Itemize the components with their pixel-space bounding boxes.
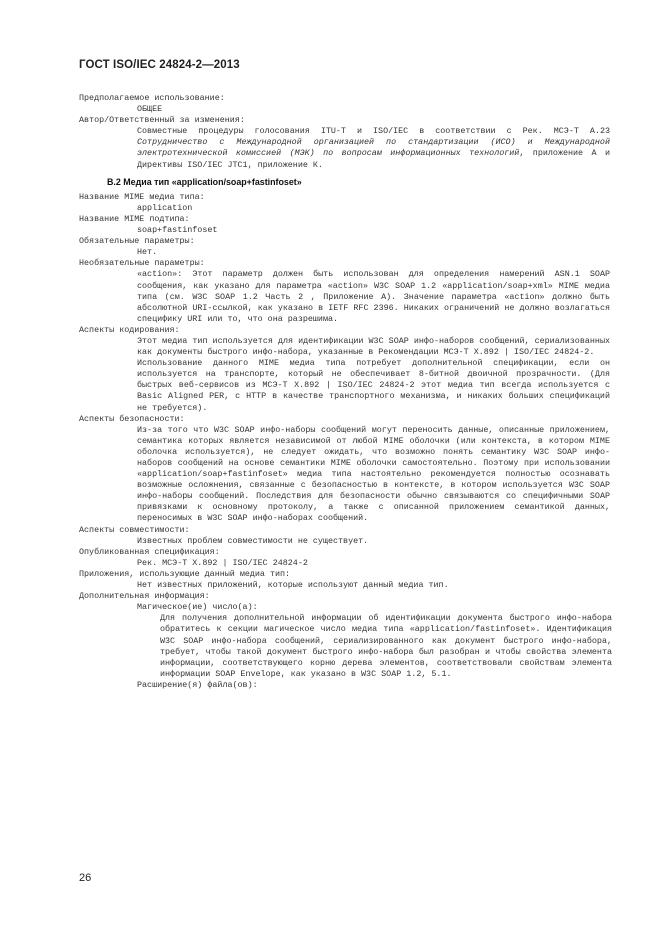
page-number: 26 (79, 872, 92, 884)
security-label: Аспекты безопасности: (79, 413, 185, 424)
change-authority-text (79, 126, 614, 170)
mime-type-label: Название MIME медиа типа: (79, 191, 205, 202)
magic-number-label: Магическое(ие) число(а): (137, 602, 258, 613)
security-text: Из-за того что W3C SOAP инфо-наборы сообщений могут переносить данные, описанные приложением, семантика которых является независимой от любой MIME оболочки (или контекста, в котором MIME оболочка используется), не следует ожидать, что возможно понять семантику W3C SOAP инфо-наборов сообщений на основе семантики MIME оболочки самостоятельно. Поэтому при использовании «application/soap+fastinfoset» медиа типа настоятельно рекомендуется полностью осознавать возможные осложнения, связанные с безопасностью в контексте, в котором используется W3C SOAP инфо-наборы сообщений. Последствия для безопасности обычно связываются со специфичными SOAP привязками к основному протоколу, а также с описанной приложением семантикой данных, переносимых в W3C SOAP инфо-наборах сообщений. (137, 424, 610, 524)
interop-label: Аспекты совместимости: (79, 524, 190, 535)
applications-label: Приложения, использующие данный медиа тип: (79, 568, 291, 579)
encoding-paragraph-2: Использование данного MIME медиа типа потребует дополнительной спецификации, если он используется на транспорте, который не обеспечивает 8-битной двоичной прозрачности. (Для быстрых веб-сервисов из МСЭ-Т X.892 | ISO/IEC 24824-2 этот медиа тип всегда используется с Basic Aligned PER, с HTTP в качестве транспортного механизма, и никаких больших спецификаций не требуется). (137, 358, 610, 413)
optional-params-text: «action»: Этот параметр должен быть использован для определения намерений ASN.1 SOAP сообщения, как указано для параметра «action» W3C SOAP 1.2 «application/soap+xml» MIME медиа типа (см. W3C SOAP 1.2 Часть 2 , Приложение A). Значение параметра «action» должно быть абсолютной URI-ссылкой, как указано в IETF RFC 2396. Никаких ограничений не должно возлагаться специфику URI или то, что она разрешима. (137, 269, 610, 324)
mime-type-value: application (137, 202, 193, 213)
file-extension-label: Расширение(я) файла(ов): (137, 679, 258, 690)
required-params-value: Нет. (137, 247, 158, 258)
intended-usage-value: ОБЩЕЕ (137, 104, 163, 115)
encoding-paragraph-1: Этот медиа тип используется для идентификации W3C SOAP инфо-наборов сообщений, сериализованных как документы быстрого инфо-набора, указанные в Рекомендации МСЭ-Т X.892 | ISO/IEC 24824-2. (137, 335, 610, 358)
required-params-label: Обязательные параметры: (79, 236, 195, 247)
change-authority-label: Автор/Ответственный за изменения: (79, 115, 245, 126)
mime-subtype-value: soap+fastinfoset (137, 225, 218, 236)
magic-number-text: Для получения дополнительной информации об идентификации документа быстрого инфо-набора обратитесь к секции магическое число медиа типа «application/fastinfoset». Идентификация W3C SOAP инфо-набора сообщений, сериализированного как документ быстрого инфо-набора, требует, чтобы такой документ быстрого инфо-набора был разобран и чтобы свойства элемента информации, соответствующего корню дерева элементов, соответствовали свойствам элемента информации SOAP Envelope, как указано в W3C SOAP 1.2, 5.1. (160, 613, 612, 679)
change-authority-text-a: Совместные процедуры голосования ITU-T и ISO/IEC в соответствии с Рек. МСЭ-Т A.23 (137, 126, 610, 137)
encoding-label: Аспекты кодирования: (79, 324, 180, 335)
change-authority-text-italic: Сотрудничество с Международной организацией по стандартизации (ИСО) и Международной электротехнической комиссией (МЭК) по вопросам информационных технологий (137, 137, 610, 159)
additional-info-label: Дополнительная информация: (79, 591, 210, 602)
optional-params-label: Необязательные параметры: (79, 258, 205, 269)
interop-value: Известных проблем совместимости не существует. (137, 535, 369, 546)
change-authority-text-b: , приложение A и Директивы ISO/IEC JTC1, приложение К. (137, 148, 610, 170)
running-header: ГОСТ ISO/IEC 24824-2—2013 (79, 59, 240, 71)
published-spec-value: Рек. МСЭ-Т X.892 | ISO/IEC 24824-2 (137, 557, 308, 568)
published-spec-label: Опубликованная спецификация: (79, 546, 220, 557)
applications-value: Нет известных приложений, которые используют данный медиа тип. (137, 580, 449, 591)
media-type-registration (79, 93, 614, 691)
mime-subtype-label: Название MIME подтипа: (79, 213, 190, 224)
intended-usage-label: Предполагаемое использование: (79, 93, 225, 103)
section-heading: B.2 Медиа тип «application/soap+fastinfoset» (107, 176, 302, 187)
